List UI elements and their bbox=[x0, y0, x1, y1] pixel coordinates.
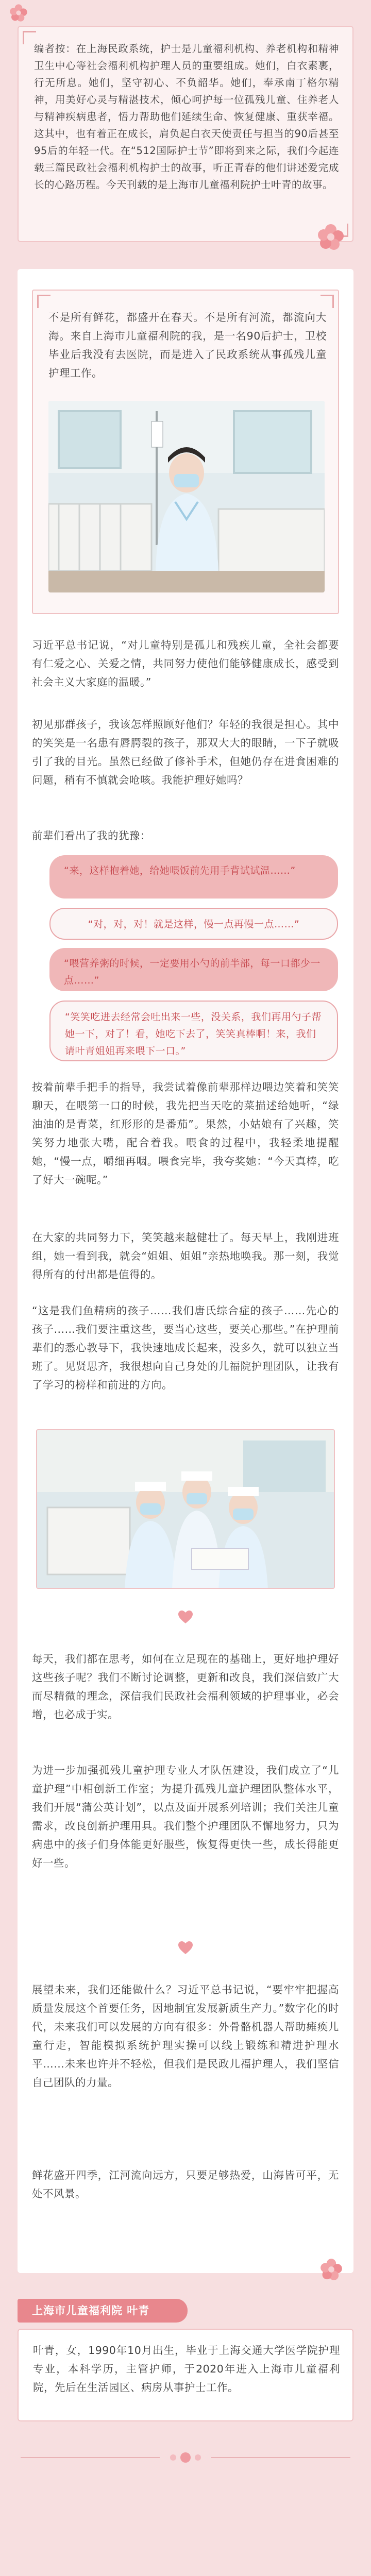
story-paragraph-10: 鲜花盛开四季，江河流向远方，只要足够热爱，山海皆可平，无处不风景。 bbox=[32, 2169, 339, 2200]
quote-bubble: “笑笑吃进去经常会吐出来一些，没关系，我们再用勺子帮她一下，对了！看，她吃下去了，笑笑真棒啊！来，我们请叶青姐姐再来喂下一口。” bbox=[49, 1001, 338, 1061]
story-paragraph-7: 每天，我们都在思考，如何在立足现在的基础上，更好地护理好这些孩子呢？我们不断讨论调整，更新和改良，我们深信致广大而尽精微的理念，深信我们民政社会福利领域的护理事业，必会增，也必成于实。 bbox=[32, 1653, 339, 1721]
opening-panel bbox=[32, 290, 339, 614]
quote-bubble: “来，这样抱着她，给她喂饭前先用手背试试温……” bbox=[49, 855, 338, 899]
story-paragraph-4: 按着前辈手把手的指导，我尝试着像前辈那样边喂边笑着和笑笑聊天，在喂第一口的时候，我先把当天吃的菜描述给她听，“绿油油的是青菜，红形形的是番茄”。果然，小姑娘有了兴趣，笑笑努力地张大嘴，配合着我。喂食的过程中，我轻柔地提醒她，“慢一点，嚼细再咽。喂食完毕，我夸奖她：“今天真棒，吃了好大一碗呢。” bbox=[32, 1081, 339, 1186]
quote-bubble: “对，对，对！就是这样，慢一点再慢一点……” bbox=[49, 908, 338, 940]
story-paragraph-8: 为进一步加强孤残儿童护理专业人才队伍建设，我们成立了“儿童护理”中相创新工作室；为提升孤残儿童护理团队整体水平，我们开展“蒲公英计划”，以点及面开展系列培训；我们关注儿童需求，改良创新护理用具。我们整个护理团队不懈地努力，只为病患中的孩子们身体能更好服些，恢复得更快一些，成长得能更好一些。 bbox=[32, 1764, 339, 1869]
profile-text: 叶青，女，1990年10月出生，毕业于上海交通大学医学院护理专业，本科学历，主管护师，于2020年进入上海市儿童福利院，先后在生活园区、病房从事护士工作。 bbox=[33, 2344, 340, 2394]
corner-decoration bbox=[37, 295, 50, 308]
story-paragraph-5: 在大家的共同努力下，笑笑越来越健壮了。每天早上，我刚进班组，她一看到我，就会“姐姐、姐姐”亲热地唤我。那一刻，我觉得所有的付出都是值得的。 bbox=[32, 1231, 339, 1281]
nurse-ward-photo bbox=[48, 401, 325, 592]
corner-decoration bbox=[321, 295, 334, 308]
profile-card bbox=[18, 2329, 353, 2421]
profile-tag: 上海市儿童福利院 叶青 bbox=[18, 2299, 188, 2323]
nurses-team-photo bbox=[36, 1429, 335, 1589]
story-paragraph-9: 展望未来，我们还能做什么？习近平总书记说，“要牢牢把握高质量发展这个首要任务，因地制宜发展新质生产力。”数字化的时代，未来我们可以发展的方向有很多：外骨骼机器人帮助瘫痪儿童行走，智能模拟系统护理实操可以线上锻练和精进护理水平……未来也许并不轻松，但我们是民政儿福护理人，我们坚信自己团队的力量。 bbox=[32, 1984, 339, 2089]
flower-decoration-icon bbox=[21, 2442, 350, 2473]
quote-bubble: “喂营养粥的时候，一定要用小勺的前半部，每一口都少一点……” bbox=[49, 948, 338, 991]
heart-icon bbox=[178, 1611, 193, 1624]
flower-decoration-icon bbox=[8, 3, 29, 23]
story-paragraph-1: 习近平总书记说，“对儿童特别是孤儿和残疾儿童，全社会都要有仁爱之心、关爱之情，共同努力使他们能够健康成长，感受到社会主义大家庭的温暖。” bbox=[32, 639, 339, 688]
opening-text: 不是所有鲜花，都盛开在春天。不是所有河流，都流向大海。来自上海市儿童福利院的我，是一名90后护士，卫校毕业后我没有去医院，而是进入了民政系统从事孤残儿童护理工作。 bbox=[48, 311, 327, 379]
story-card bbox=[18, 269, 353, 2273]
story-paragraph-2: 初见那群孩子，我该怎样照顾好他们？年轻的我很是担心。其中的笑笑是一名患有唇腭裂的孩子，那双大大的眼睛，一下子就吸引了我的目光。虽然已经做了修补手术，但她仍存在进食困难的问题，稍有不慎就会呛咳。我能护理好她吗？ bbox=[32, 718, 339, 786]
editor-note-card bbox=[18, 26, 353, 242]
editor-note-text: 编者按：在上海民政系统，护士是儿童福利机构、养老机构和精神卫生中心等社会福利机构护理人员的重要组成。她们，白衣素裹，行无所息。她们，坚守初心、不负韶华。她们，奉承南丁格尔精神，用美好心灵与精湛技术，倾心呵护每一位孤残儿童、住养老人与精神疾病患者，悟力帮助他们延续生命、恢复健康、重获幸福。这其中，也有着正在成长，肩负起白衣天使责任与担当的90后甚至95后的年轻一代。在“512国际护士节”即将到来之际，我们今起连载三篇民政社会福利机构护士的故事，听正青春的他们讲述爱完成长的心路历程。今天刊载的是上海市儿童福利院护士叶青的故事。 bbox=[34, 43, 339, 191]
story-paragraph-6: “这是我们鱼精病的孩子……我们唐氏综合症的孩子……先心的孩子……我们要注重这些，要当心这些，要关心那些。”在护理前辈们的悉心教导下，我快速地成长起来，没多久，就可以独立当班了。见贤思齐，我很想向自己身处的儿福院护理团队，让我有了学习的榜样和前进的方向。 bbox=[32, 1304, 339, 1391]
flower-decoration-icon bbox=[318, 2257, 344, 2282]
flower-decoration-icon bbox=[315, 222, 346, 252]
heart-icon bbox=[178, 1941, 193, 1955]
story-paragraph-3: 前辈们看出了我的犹豫： bbox=[32, 829, 151, 842]
